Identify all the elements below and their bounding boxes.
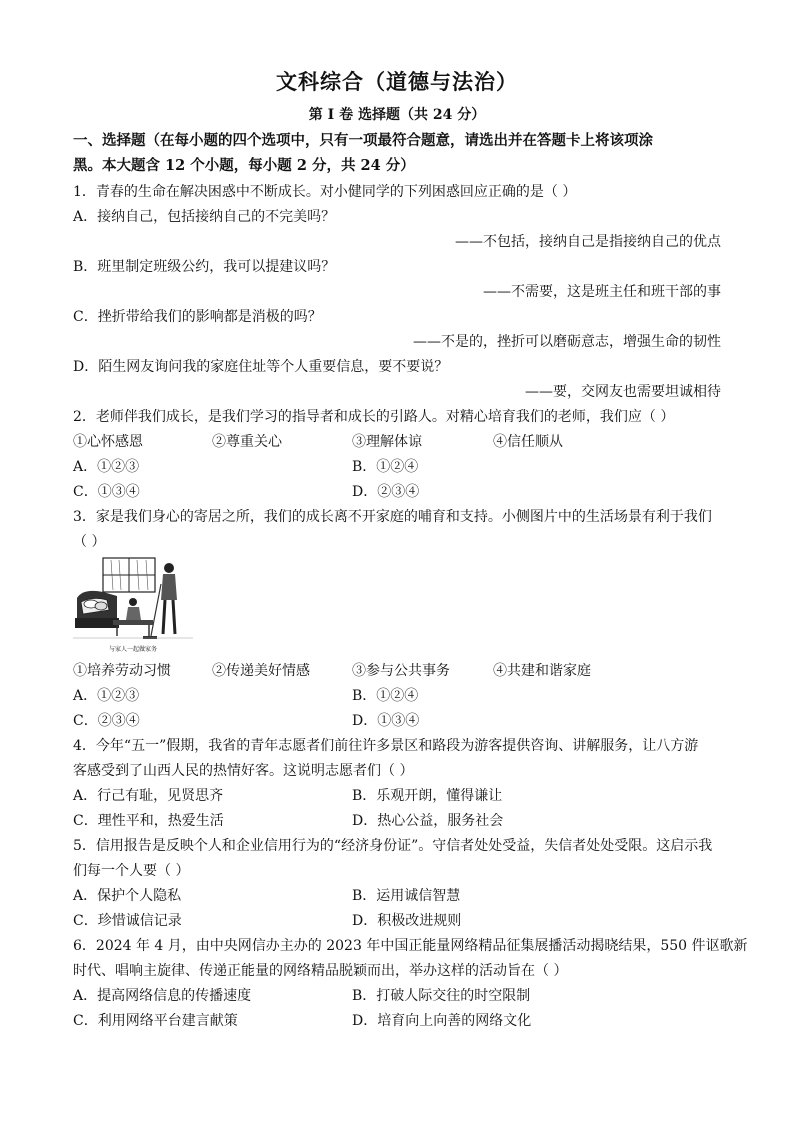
q5-stem-line2: 们每一个人要（ ） xyxy=(73,863,190,879)
q1-option-d: D．陌生网友询问我的家庭住址等个人重要信息，要不要说？ xyxy=(73,359,449,375)
q6-option-c: C．利用网络平台建言献策 xyxy=(73,1013,238,1029)
q3-item-4: ④共建和谐家庭 xyxy=(493,663,591,679)
q3-item-3: ③参与公共事务 xyxy=(352,663,450,679)
q2-option-b: B．①②④ xyxy=(352,459,419,475)
q6-stem-line2: 时代、唱响主旋律、传递正能量的网络精品脱颖而出，举办这样的活动旨在（ ） xyxy=(73,963,568,979)
q2-option-d: D．②③④ xyxy=(352,484,420,500)
illustration-caption: 与家人一起做家务 xyxy=(108,646,158,653)
q1-option-b: B．班里制定班级公约，我可以提建议吗？ xyxy=(73,259,336,275)
q4-option-c: C．理性平和，热爱生活 xyxy=(73,813,224,829)
q2-item-1: ①心怀感恩 xyxy=(73,434,143,450)
section-instructions-line1: 一、选择题（在每小题的四个选项中，只有一项最符合题意，请选出并在答题卡上将该项涂 xyxy=(73,132,653,149)
q4-option-b: B．乐观开朗，懂得谦让 xyxy=(352,788,503,804)
q3-stem-line1: 3．家是我们身心的寄居之所，我们的成长离不开家庭的哺育和支持。小侧图片中的生活场景有利于我们 xyxy=(73,509,712,525)
q3-stem-line2: （ ） xyxy=(73,534,106,550)
q4-stem-line2: 客感受到了山西人民的热情好客。这说明志愿者们（ ） xyxy=(73,763,414,779)
q1-option-a: A．接纳自己，包括接纳自己的不完美吗？ xyxy=(73,209,336,225)
q3-item-1: ①培养劳动习惯 xyxy=(73,663,171,679)
q2-item-2: ②尊重关心 xyxy=(212,434,282,450)
q2-stem: 2．老师伴我们成长，是我们学习的指导者和成长的引路人。对精心培育我们的老师，我们应（ ） xyxy=(73,409,675,425)
housework-illustration xyxy=(73,552,193,654)
q5-option-a: A．保护个人隐私 xyxy=(73,888,182,904)
q4-option-d: D．热心公益，服务社会 xyxy=(352,813,504,829)
q3-option-c: C．②③④ xyxy=(73,713,140,729)
q3-option-b: B．①②④ xyxy=(352,688,419,704)
q1-option-b-reply: ——不需要，这是班主任和班干部的事 xyxy=(483,284,721,300)
q5-stem-line1: 5．信用报告是反映个人和企业信用行为的“经济身份证”。守信者处处受益，失信者处处受限。这启示我 xyxy=(73,838,713,854)
q3-item-2: ②传递美好情感 xyxy=(212,663,310,679)
q2-item-3: ③理解体谅 xyxy=(352,434,422,450)
q5-option-d: D．积极改进规则 xyxy=(352,913,462,929)
q3-option-a: A．①②③ xyxy=(73,688,140,704)
section-instructions-line2: 黑。本大题含 12 个小题，每小题 2 分，共 24 分） xyxy=(73,157,415,174)
q4-option-a: A．行己有耻，见贤思齐 xyxy=(73,788,224,804)
q6-option-d: D．培育向上向善的网络文化 xyxy=(352,1013,532,1029)
q1-option-a-reply: ——不包括，接纳自己是指接纳自己的优点 xyxy=(455,234,721,250)
q5-option-b: B．运用诚信智慧 xyxy=(352,888,461,904)
q2-option-a: A．①②③ xyxy=(73,459,140,475)
q2-item-4: ④信任顺从 xyxy=(493,434,563,450)
q5-option-c: C．珍惜诚信记录 xyxy=(73,913,182,929)
section-instructions xyxy=(73,128,723,178)
q2-option-c: C．①③④ xyxy=(73,484,140,500)
q1-option-d-reply: ——要，交网友也需要坦诚相待 xyxy=(525,384,721,400)
q4-stem-line1: 4．今年“五一”假期，我省的青年志愿者们前往许多景区和路段为游客提供咨询、讲解服务，让八方游 xyxy=(73,738,699,754)
q6-stem-line1: 6．2024 年 4 月，由中央网信办主办的 2023 年中国正能量网络精品征集展播活动揭晓结果，550 件讴歌新 xyxy=(73,938,748,954)
q6-option-a: A．提高网络信息的传播速度 xyxy=(73,988,252,1004)
q1-option-c-reply: ——不是的，挫折可以磨砺意志，增强生命的韧性 xyxy=(413,334,721,350)
q1-stem: 1．青春的生命在解决困惑中不断成长。对小健同学的下列困惑回应正确的是（ ） xyxy=(73,184,577,200)
page-title: 文科综合（道德与法治） xyxy=(276,69,518,94)
q6-option-b: B．打破人际交往的时空限制 xyxy=(352,988,531,1004)
part-heading: 第 I 卷 选择题（共 24 分） xyxy=(308,107,486,123)
q3-option-d: D．①③④ xyxy=(352,713,420,729)
q1-option-c: C．挫折带给我们的影响都是消极的吗？ xyxy=(73,309,322,325)
